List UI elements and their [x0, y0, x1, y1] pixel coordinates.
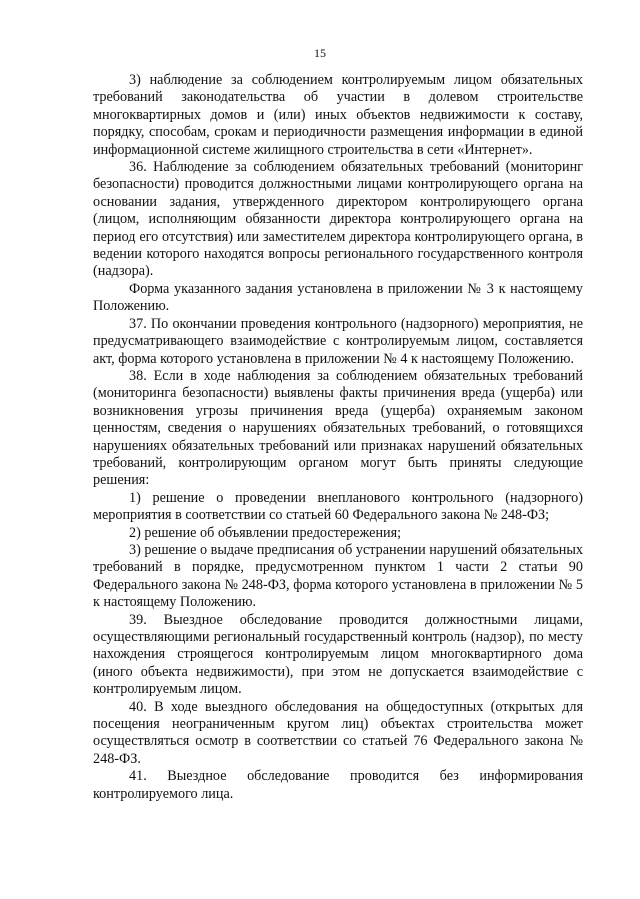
paragraph-38: 38. Если в ходе наблюдения за соблюдением обязательных требований (мониторинга безопасности) выявлены факты причинения вреда (ущерба) или возникновения угрозы причинения вреда (ущерба) охраняемым законом ценностям, сведения о нарушениях обязательных требований, о готовящихся нарушениях обязательных требований или признаках нарушений обязательных требований, контролирующим органом могут быть приняты следующие решения: — [93, 367, 583, 489]
paragraph-37: 37. По окончании проведения контрольного (надзорного) мероприятия, не предусматривающего взаимодействие с контролируемым лицом, составляется акт, форма которого установлена в приложении № 4 к настоящему Положению. — [93, 315, 583, 367]
paragraph-item-3: 3) наблюдение за соблюдением контролируемым лицом обязательных требований законодательства об участии в долевом строительстве многоквартирных домов и (или) иных объектов недвижимости к составу, порядку, способам, срокам и периодичности размещения информации в единой информационной системе жилищного строительства в сети «Интернет». — [93, 72, 583, 158]
paragraph-38-decision-3: 3) решение о выдаче предписания об устранении нарушений обязательных требований в порядке, предусмотренном пунктом 1 части 2 статьи 90 Федерального закона № 248-ФЗ, форма которого установлена в приложении № 5 к настоящему Положению. — [93, 541, 583, 611]
paragraph-41: 41. Выездное обследование проводится без информирования контролируемого лица. — [93, 768, 583, 802]
paragraph-39: 39. Выездное обследование проводится должностными лицами, осуществляющими региональный государственный контроль (надзор), по месту нахождения строящегося контролируемым лицом многоквартирного дома (иного объекта недвижимости), при этом не допускается взаимодействие с контролируемым лицом. — [93, 611, 583, 698]
document-body — [93, 72, 583, 803]
paragraph-40: 40. В ходе выездного обследования на общедоступных (открытых для посещения неограниченным кругом лиц) объектах строительства может осуществляться осмотр в соответствии со статьей 76 Федерального закона № 248-ФЗ. — [93, 698, 583, 767]
page-number: 15 — [314, 46, 326, 60]
paragraph-36-form: Форма указанного задания установлена в приложении № 3 к настоящему Положению. — [93, 280, 583, 315]
paragraph-38-decision-2: 2) решение об объявлении предостережения; — [129, 524, 402, 541]
paragraph-36: 36. Наблюдение за соблюдением обязательных требований (мониторинг безопасности) проводится должностными лицами контролирующего органа на основании задания, утвержденного директором контролирующего органа (лицом, исполняющим обязанности директора контролирующего органа на период его отсутствия) или заместителем директора контролирующего органа, в ведении которого находятся вопросы регионального государственного контроля (надзора). — [93, 159, 583, 280]
paragraph-38-decision-1: 1) решение о проведении внепланового контрольного (надзорного) мероприятия в соответствии со статьей 60 Федерального закона № 248-ФЗ; — [93, 489, 583, 524]
